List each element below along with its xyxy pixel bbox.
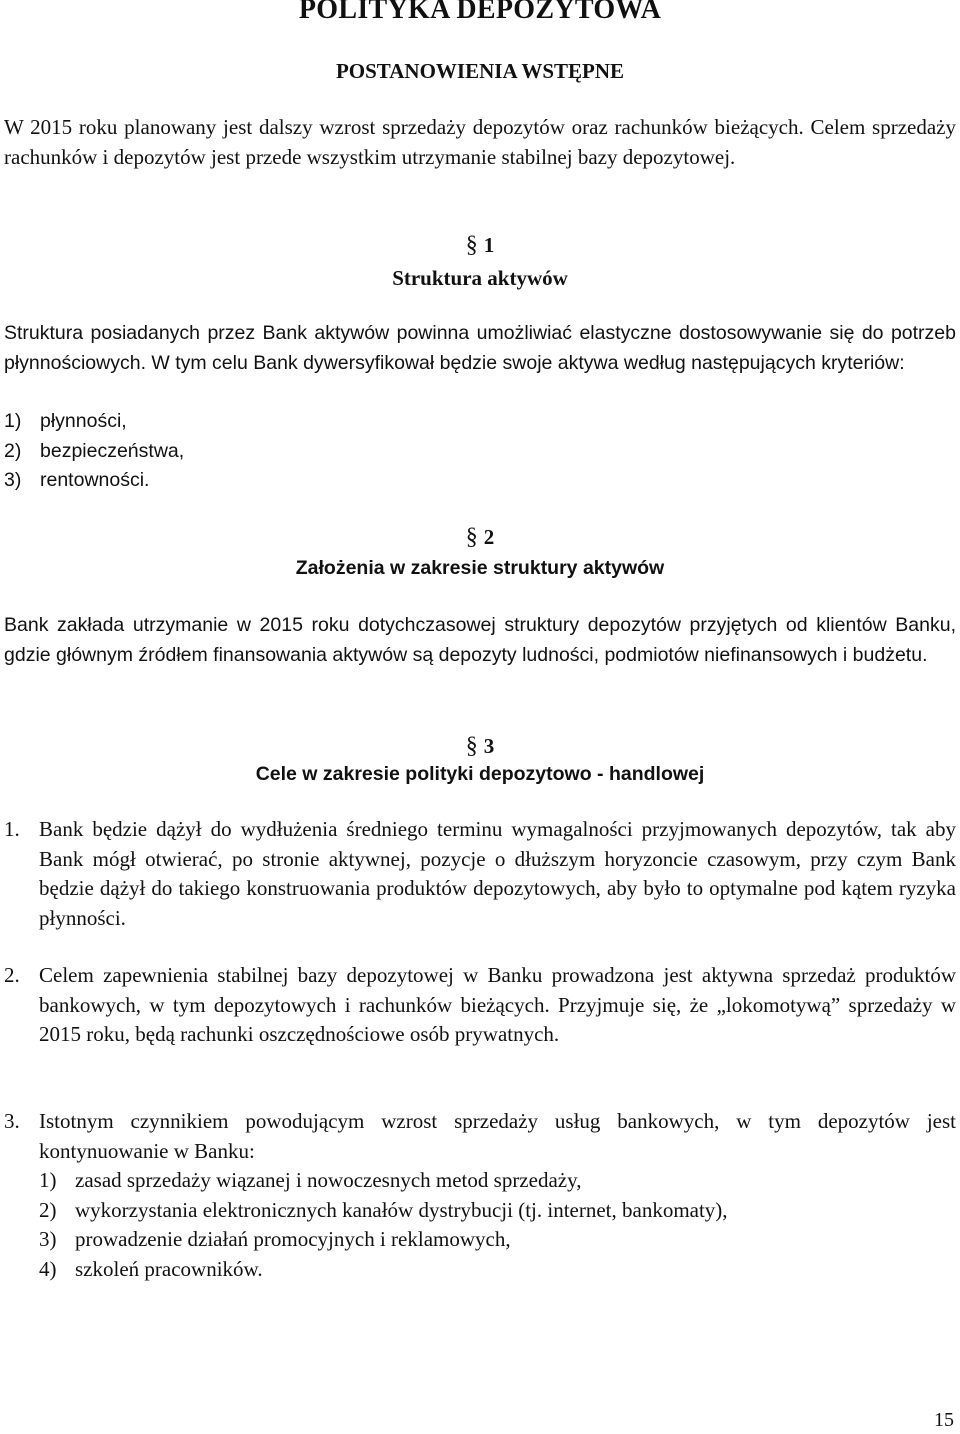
list-item	[39, 1225, 939, 1255]
list-item	[39, 1166, 939, 1196]
document-title: POLITYKA DEPOZYTOWA	[298, 0, 662, 25]
section-sign-icon: §	[465, 524, 478, 550]
numbered-point	[4, 1107, 956, 1166]
list-text: szkoleń pracowników.	[75, 1256, 263, 1281]
section-2-title: Założenia w zakresie struktury aktywów	[295, 557, 665, 579]
point-marker: 2.	[4, 963, 20, 987]
section-1-number	[0, 232, 960, 258]
list-item	[39, 1255, 939, 1285]
point-text: Bank będzie dążył do wydłużenia średniego terminu wymagalności przyjmowanych depozytów, tak aby Bank mógł otwierać, po stronie aktywnej, pozycje o dłuższym horyzoncie czasowym, przy czym Bank będzie dążył do takiego konstruowania produktów depozytowych, aby było to optymalne pod kątem ryzyka płynności.	[39, 817, 956, 930]
section-3-number	[0, 733, 960, 759]
list-marker: 1)	[4, 410, 22, 432]
list-item	[4, 466, 956, 496]
list-marker: 2)	[39, 1197, 57, 1222]
section-1-paragraph: Struktura posiadanych przez Bank aktywów powinna umożliwiać elastyczne dostosowywanie się do potrzeb płynnościowych. W tym celu Bank dywersyfikował będzie swoje aktywa według następujących kryteriów:	[4, 322, 956, 374]
section-2-number	[0, 524, 960, 550]
list-marker: 2)	[4, 440, 22, 462]
list-item	[39, 1196, 939, 1226]
list-text: płynności,	[40, 410, 127, 432]
section-1-title: Struktura aktywów	[392, 266, 568, 290]
list-text: prowadzenie działań promocyjnych i reklamowych,	[75, 1227, 511, 1251]
section-sign-icon: §	[465, 232, 478, 258]
point-text: Istotnym czynnikiem powodującym wzrost sprzedaży usług bankowych, w tym depozytów jest kontynuowanie w Banku:	[39, 1109, 956, 1163]
list-marker: 4)	[39, 1256, 57, 1281]
section-number: 3	[483, 734, 495, 758]
intro-paragraph: W 2015 roku planowany jest dalszy wzrost sprzedaży depozytów oraz rachunków bieżących. Celem sprzedaży rachunków i depozytów jest przede wszystkim utrzymanie stabilnej bazy depozytowej.	[4, 115, 956, 169]
list-text: bezpieczeństwa,	[40, 440, 185, 462]
intro-heading: POSTANOWIENIA WSTĘPNE	[335, 59, 625, 83]
section-sign-icon: §	[465, 733, 478, 759]
list-marker: 3)	[4, 469, 22, 491]
section-number: 1	[483, 233, 495, 257]
list-item	[4, 437, 956, 467]
point-text: Celem zapewnienia stabilnej bazy depozytowej w Banku prowadzona jest aktywna sprzedaż produktów bankowych, w tym depozytowych i rachunków bieżących. Przyjmuje się, że „lokomotywą” sprzedaży w 2015 roku, będą rachunki oszczędnościowe osób prywatnych.	[39, 963, 956, 1046]
numbered-point	[4, 815, 956, 933]
section-number: 2	[483, 525, 495, 549]
point-marker: 3.	[4, 1109, 20, 1133]
list-text: zasad sprzedaży wiązanej i nowoczesnych metod sprzedaży,	[75, 1168, 582, 1192]
sub-list	[39, 1166, 939, 1284]
list-text: rentowności.	[40, 469, 150, 491]
section-3-title: Cele w zakresie polityki depozytowo - handlowej	[255, 763, 705, 785]
list-marker: 3)	[39, 1227, 57, 1251]
list-item	[4, 407, 956, 437]
point-marker: 1.	[4, 817, 20, 841]
list-marker: 1)	[39, 1168, 57, 1192]
list-text: wykorzystania elektronicznych kanałów dystrybucji (tj. internet, bankomaty),	[75, 1197, 728, 1222]
section-2-paragraph: Bank zakłada utrzymanie w 2015 roku dotychczasowej struktury depozytów przyjętych od klientów Banku, gdzie głównym źródłem finansowania aktywów są depozyty ludności, podmiotów niefinansowych i budżetu.	[4, 614, 956, 666]
page-number: 15	[934, 1409, 954, 1431]
numbered-point	[4, 961, 956, 1050]
